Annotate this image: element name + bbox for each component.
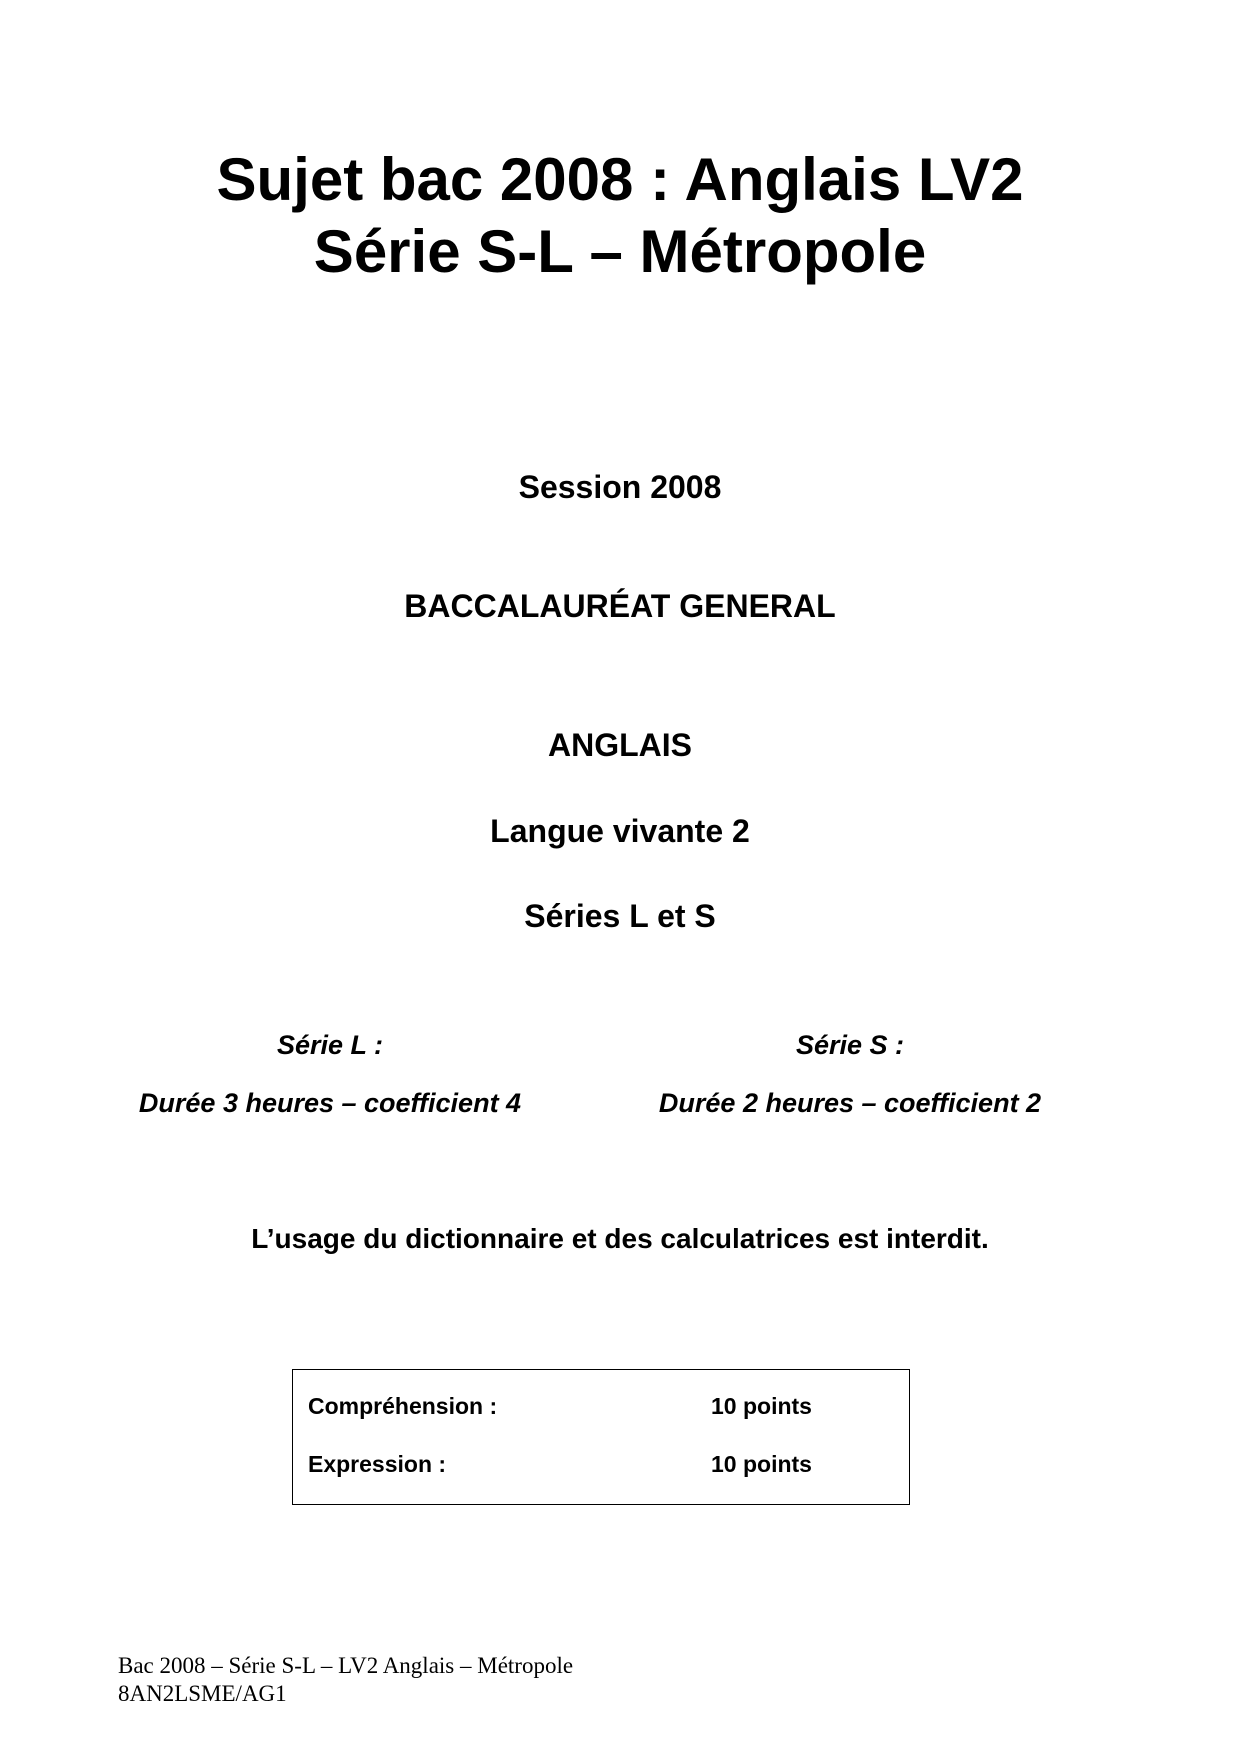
points-row-comprehension — [293, 1390, 909, 1422]
points-value: 10 points — [711, 1393, 812, 1419]
page-footer — [118, 1652, 573, 1708]
serie-s-name: Série S : — [795, 1030, 905, 1060]
serie-s-details — [630, 1029, 1070, 1129]
serie-l-details — [110, 1029, 550, 1129]
serie-l-duration: Durée 3 heures – coefficient 4 — [138, 1088, 522, 1118]
serie-l-name: Série L : — [276, 1030, 384, 1060]
language-level-heading: Langue vivante 2 — [490, 813, 750, 849]
footer-line-2: 8AN2LSME/AG1 — [118, 1681, 287, 1706]
series-heading: Séries L et S — [524, 898, 716, 934]
points-label: Compréhension : — [308, 1393, 498, 1419]
document-title-line-2: Série S-L – Métropole — [313, 218, 927, 285]
document-title-line-1: Sujet bac 2008 : Anglais LV2 — [216, 146, 1024, 213]
exam-rule-notice: L’usage du dictionnaire et des calculatrices est interdit. — [251, 1223, 989, 1254]
session-heading: Session 2008 — [518, 469, 722, 505]
points-box — [292, 1369, 910, 1505]
serie-s-duration: Durée 2 heures – coefficient 2 — [658, 1088, 1042, 1118]
exam-heading: BACCALAURÉAT GENERAL — [404, 588, 836, 624]
points-label: Expression : — [308, 1451, 447, 1477]
footer-line-1: Bac 2008 – Série S-L – LV2 Anglais – Métropole — [118, 1653, 574, 1678]
subject-heading: ANGLAIS — [548, 727, 692, 763]
points-value: 10 points — [711, 1451, 812, 1477]
points-row-expression — [293, 1448, 909, 1480]
